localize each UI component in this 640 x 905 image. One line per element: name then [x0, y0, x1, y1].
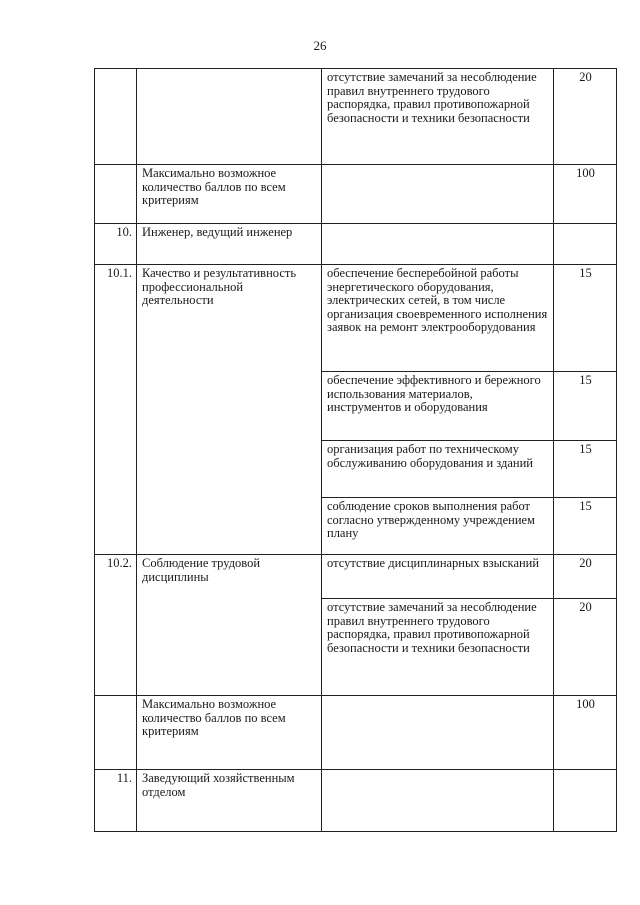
table-row: [95, 265, 617, 372]
row-number: [95, 165, 137, 224]
criterion-cell: [322, 224, 554, 265]
row-number: 10.1.: [95, 265, 137, 555]
criterion-text: организация работ по техническому обслуживанию оборудования и зданий: [327, 442, 533, 470]
criterion-text: обеспечение эффективного и бережного использования материалов, инструментов и оборудования: [327, 373, 541, 414]
row-title: Максимально возможное количество баллов по всем критериям: [137, 165, 322, 224]
row-title: Качество и результативность профессиональной деятельности: [137, 265, 322, 555]
score-cell: 15: [554, 498, 617, 555]
table-row: [95, 770, 617, 832]
row-number: 11.: [95, 770, 137, 832]
criterion-cell: [322, 555, 554, 599]
score-cell: 15: [554, 441, 617, 498]
row-title: Заведующий хозяйственным отделом: [137, 770, 322, 832]
criterion-cell: [322, 372, 554, 441]
score-cell: 100: [554, 696, 617, 770]
table-row: [95, 696, 617, 770]
table-row: [95, 165, 617, 224]
criterion-text: отсутствие замечаний за несоблюдение правил внутреннего трудового распорядка, правил противопожарной безопасности и техники безопасности: [327, 600, 537, 655]
criteria-table: [94, 68, 617, 832]
criterion-cell: [322, 265, 554, 372]
criterion-cell: [322, 599, 554, 696]
criterion-cell: [322, 441, 554, 498]
criterion-cell: [322, 165, 554, 224]
table-row: [95, 69, 617, 165]
row-title: Соблюдение трудовой дисциплины: [137, 555, 322, 696]
criterion-text: обеспечение бесперебойной работы энергетического оборудования, электрических сетей, в том числе организация своевременного исполнения заявок на ремонт электрооборудования: [327, 266, 548, 334]
score-cell: [554, 770, 617, 832]
criterion-text: отсутствие замечаний за несоблюдение правил внутреннего трудового распорядка, правил противопожарной безопасности и техники безопасности: [327, 70, 537, 125]
criterion-cell: [322, 696, 554, 770]
score-cell: 15: [554, 265, 617, 372]
row-number: 10.: [95, 224, 137, 265]
criterion-text: отсутствие дисциплинарных взысканий: [327, 556, 540, 570]
row-title: [137, 69, 322, 165]
criterion-cell: [322, 770, 554, 832]
score-cell: 20: [554, 599, 617, 696]
score-cell: 100: [554, 165, 617, 224]
score-cell: 15: [554, 372, 617, 441]
criterion-cell: [322, 498, 554, 555]
page-number: 26: [313, 38, 327, 53]
row-title: Инженер, ведущий инженер: [137, 224, 322, 265]
table-row: [95, 224, 617, 265]
row-number: [95, 69, 137, 165]
table-row: [95, 555, 617, 599]
row-title: Максимально возможное количество баллов по всем критериям: [137, 696, 322, 770]
criterion-cell: [322, 69, 554, 165]
row-number: 10.2.: [95, 555, 137, 696]
score-cell: 20: [554, 555, 617, 599]
score-cell: [554, 224, 617, 265]
criterion-text: соблюдение сроков выполнения работ согласно утвержденному учреждением плану: [327, 499, 535, 540]
score-cell: 20: [554, 69, 617, 165]
row-number: [95, 696, 137, 770]
